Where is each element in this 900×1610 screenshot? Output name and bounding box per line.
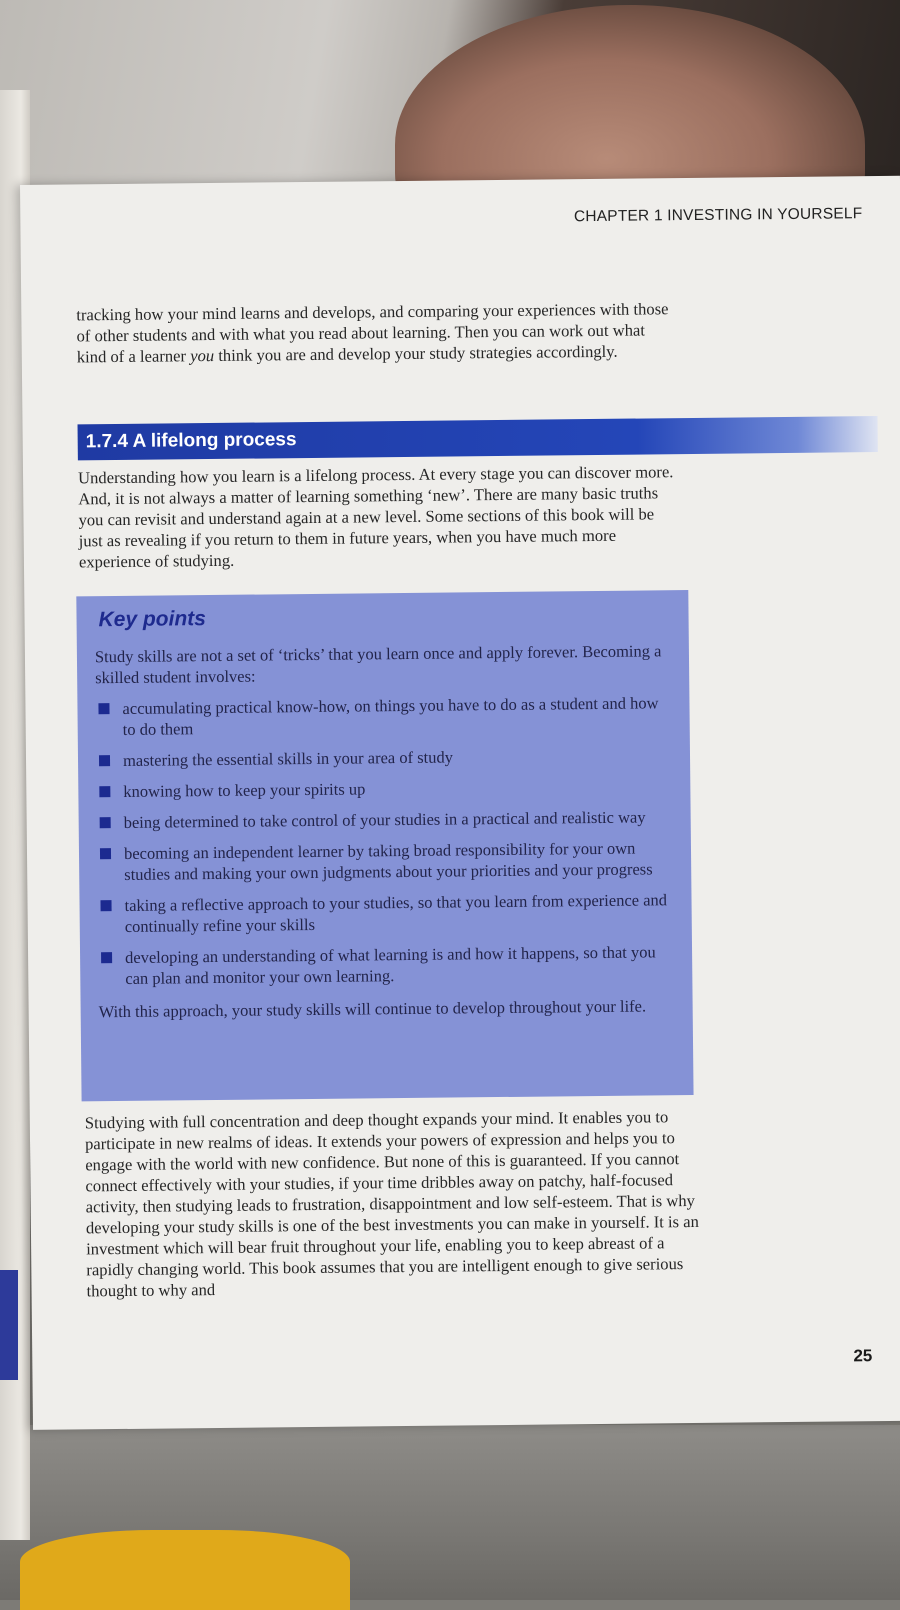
lifelong-paragraph: Understanding how you learn is a lifelong process. At every stage you can discover more. And, it is not always a matter of learning something ‘new’. There are many basic truths you can revisit and understand again at a new level. Some sections of this book will be just as revealing if you return to them in future years, when you have much more experience of studying. (77, 462, 674, 572)
key-point-item (96, 744, 672, 771)
square-bullet-icon (99, 786, 110, 797)
key-points-outro: With this approach, your study skills will continue to develop throughout your life. (98, 996, 647, 1022)
left-page-blue-stripe (0, 1270, 18, 1380)
book-page (20, 176, 900, 1430)
key-point-text: accumulating practical know-how, on things you have to do as a student and how to do them (122, 693, 659, 739)
key-point-item (95, 692, 671, 740)
key-point-text: mastering the essential skills in your area of study (122, 747, 454, 770)
page-number: 25 (853, 1346, 873, 1366)
final-paragraph: Studying with full concentration and deep thought expands your mind. It enables you to participate in new realms of ideas. It extends your powers of expression and helps you to engage with the world with new confidence. But none of this is guaranteed. If you cannot connect effectively with your studies, if your time dribbles away on patchy, half-focused activity, then studying leads to frustration, disappointment and low self-esteem. That is why developing your study skills is one of the best investments you can make in yourself. It is an investment which will bear fruit throughout your life, enabling you to keep abreast of a rapidly changing world. This book assumes that you are intelligent enough to give serious thought to why and (84, 1107, 699, 1301)
intro-text-end: think you are and develop your study strategies accordingly. (214, 341, 618, 365)
running-header: CHAPTER 1 INVESTING IN YOURSELF (573, 205, 863, 226)
key-points-intro: Study skills are not a set of ‘tricks’ that you learn once and apply forever. Becoming a skilled student involves: (94, 641, 662, 688)
key-point-text: being determined to take control of your studies in a practical and realistic way (123, 807, 646, 832)
key-points-title: Key points (98, 607, 207, 632)
key-point-item (97, 837, 673, 885)
intro-text-start: tracking how your mind learns and develops, and comparing your experiences with those of other students and with what you read about learning. Then you can work out what kind of a learner (76, 299, 669, 367)
key-points-list (95, 692, 674, 989)
intro-paragraph (76, 298, 677, 367)
key-point-text: becoming an independent learner by taking broad responsibility for your own studies and making your own judgments about your priorities and your progress (123, 838, 653, 884)
square-bullet-icon (98, 703, 109, 714)
background-yellow-fabric (20, 1530, 350, 1610)
key-point-item (97, 889, 673, 937)
key-point-item (96, 775, 672, 802)
square-bullet-icon (100, 900, 111, 911)
square-bullet-icon (100, 817, 111, 828)
key-point-text: knowing how to keep your spirits up (123, 779, 366, 801)
key-point-item (97, 806, 673, 833)
square-bullet-icon (100, 848, 111, 859)
key-point-text: taking a reflective approach to your studies, so that you learn from experience and continually refine your skills (124, 890, 668, 936)
key-points-box (76, 590, 693, 1101)
key-point-item (98, 941, 674, 989)
section-heading: 1.7.4 A lifelong process (78, 416, 878, 460)
square-bullet-icon (99, 755, 110, 766)
key-point-text: developing an understanding of what learning is and how it happens, so that you can plan and monitor your own learning. (124, 942, 656, 988)
square-bullet-icon (101, 952, 112, 963)
intro-emphasis: you (190, 345, 215, 366)
